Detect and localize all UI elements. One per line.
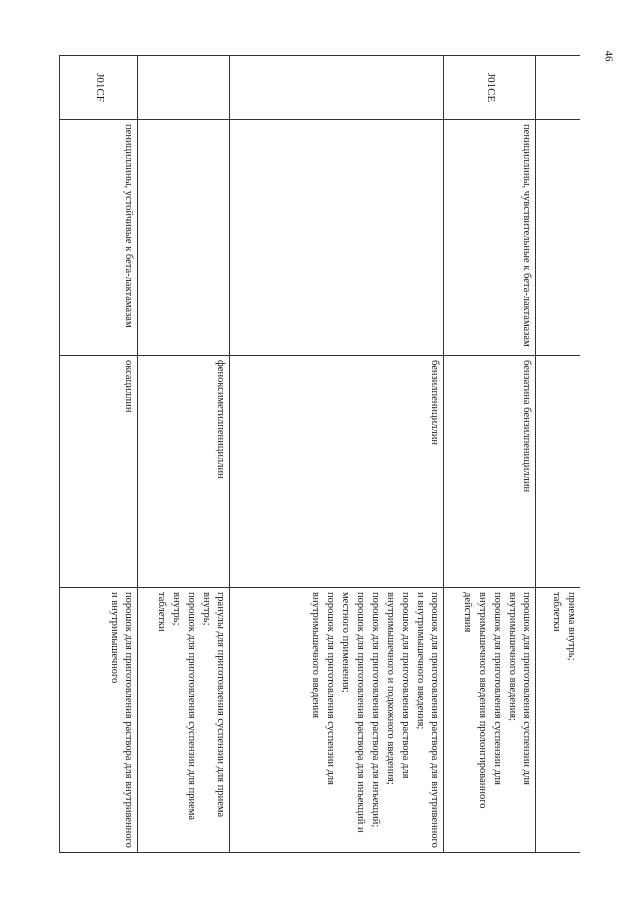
drug-name-cell: феноксиметилпенициллин [138, 356, 230, 588]
drug-name-cell: оксациллин [60, 356, 138, 588]
dosage-form: гранулы для приготовления суспензии для приема внутрь; [200, 592, 227, 818]
atc-code-cell [138, 56, 230, 120]
dosage-form: таблетки [551, 592, 563, 632]
table-container [60, 55, 580, 852]
group-cell [138, 120, 230, 356]
group-cell [536, 120, 580, 356]
atc-code-cell: J01CE [444, 56, 536, 120]
dosage-form: порошок для приготовления раствора для внутривенного и внутримышечного [108, 592, 135, 848]
dosage-forms-cell [138, 588, 230, 853]
drug-name-cell [536, 356, 580, 588]
table-row [444, 56, 536, 853]
atc-code-cell: J01CF [60, 56, 138, 120]
drug-name-cell: бензилпенициллин [230, 356, 444, 588]
table-row [230, 56, 444, 853]
group-cell [230, 120, 444, 356]
group-cell: пенициллины, чувствительные к бета-лактамазам [444, 120, 536, 356]
dosage-form: порошок для приготовления суспензии для внутримышечного введения; [506, 592, 533, 785]
dosage-forms-cell [536, 588, 580, 853]
dosage-form: порошок для приготовления суспензии для приема внутрь; [170, 592, 197, 820]
table-row [60, 56, 138, 853]
dosage-form: порошок для приготовления раствора для инъекций; [369, 592, 381, 828]
page-number [596, 36, 620, 76]
drug-name-cell: бензатина бензилпенициллин [444, 356, 536, 588]
dosage-forms-cell [230, 588, 444, 853]
dosage-form: порошок для приготовления раствора для инъекций и местного применения; [340, 592, 366, 833]
dosage-form: порошок для приготовления раствора для внутривенного и внутримышечного введения; [414, 592, 441, 848]
page-number-text: 46 [602, 50, 614, 62]
table-row [138, 56, 230, 853]
dosage-forms-cell [444, 588, 536, 853]
dosage-form: порошок для приготовления суспензии для внутримышечного введения пролонгированного действия [461, 592, 503, 809]
atc-code-cell [230, 56, 444, 120]
drug-table [60, 55, 581, 853]
dosage-form: таблетки [155, 592, 167, 632]
dosage-forms-cell [60, 588, 138, 853]
dosage-form: приема внутрь; [566, 592, 577, 661]
dosage-form: порошок для приготовления раствора для внутримышечного и подкожного введения; [384, 592, 411, 785]
atc-code-cell [536, 56, 580, 120]
dosage-form: порошок для приготовления суспензии для внутримышечного введения [310, 592, 337, 785]
table-row [536, 56, 580, 853]
group-cell: пенициллины, устойчивые к бета-лактамазам [60, 120, 138, 356]
